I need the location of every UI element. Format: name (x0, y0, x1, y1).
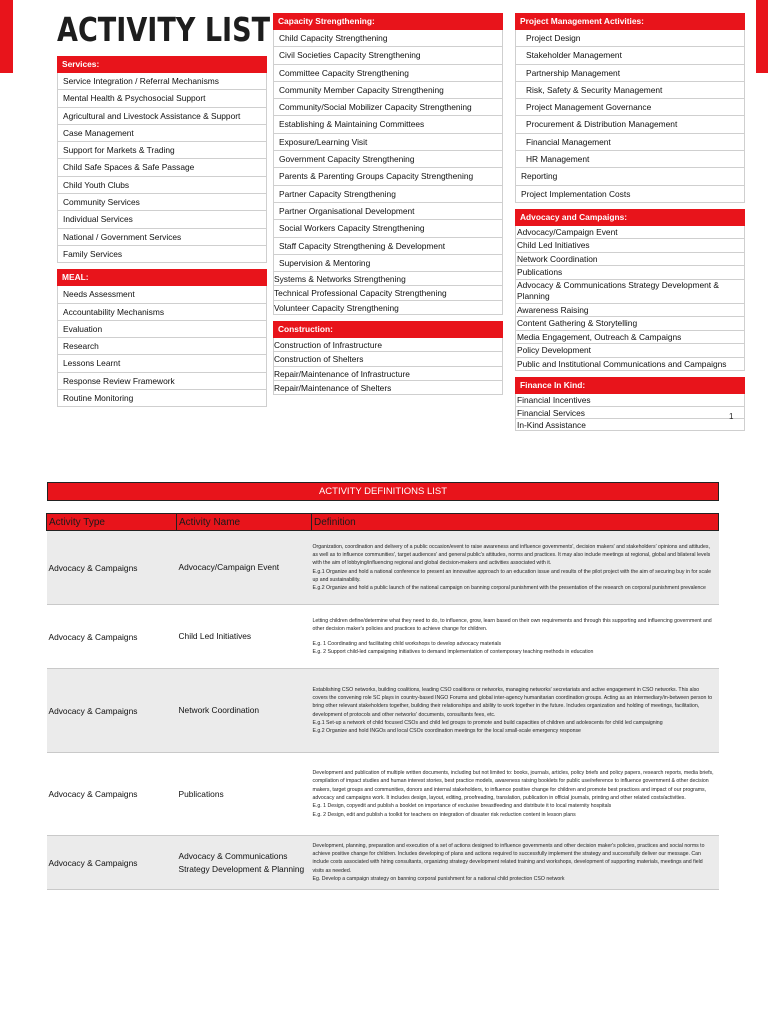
list-item: Reporting (515, 168, 745, 185)
list-item: Network Coordination (515, 253, 745, 267)
list-item: Advocacy & Communications Strategy Development & Planning (515, 280, 745, 304)
list-item: Project Design (515, 30, 745, 47)
definition-paragraph: Eg. Develop a campaign strategy on banning corporal punishment for a national child protection CSO network (312, 875, 565, 882)
definition-paragraph: Establishing CSO networks, building coalitions, leading CSO coalitions or networks, managing networks' secretariats and active engagement in CSO networks. This also covers the convening role SC plays in country-based INGO Forums and global inter-agency humanitarian coordination groups. Acting as an intermediary/in-between person to bring other relevant stakeholders together, building their relationships and ability to work together in the future. Includes organization and holding of meetings, facilitation, development of protocols and other networks' documents, consultants fees, etc. (312, 686, 713, 718)
definition-paragraph: Development, planning, preparation and execution of a set of actions designed to influence governments and other decision maker's policies, practices and social norms to achieve positive change for children. Includes developing of plans and actions required to successfully implement the strategy and successfully deliver our message. Can include costs associated with hiring consultants, organizing strategy development related training and workshops, development of supporting materials, meetings and field visits as needed. (312, 842, 705, 874)
definition-paragraph: E.g. 1 Design, copyedit and publish a booklet on importance of exclusive breastfeeding and distribute it to local maternity hospitals (312, 803, 612, 810)
list-item: Staff Capacity Strengthening & Development (273, 238, 503, 255)
list-item: Mental Health & Psychosocial Support (57, 90, 267, 107)
list-item: Procurement & Distribution Management (515, 116, 745, 133)
list-item: Publications (515, 266, 745, 280)
list-item: Community Services (57, 194, 267, 211)
list-item: Partner Capacity Strengthening (273, 186, 503, 203)
activity-type-cell: Advocacy & Campaigns (47, 753, 177, 836)
list-item: Routine Monitoring (57, 390, 267, 407)
section-header: Capacity Strengthening: (273, 13, 503, 30)
definition-cell (312, 753, 719, 836)
list-item: Needs Assessment (57, 286, 267, 303)
definitions-table (46, 513, 719, 890)
list-item: Partnership Management (515, 65, 745, 82)
list-item: National / Government Services (57, 229, 267, 246)
definition-cell (312, 669, 719, 753)
table-row (47, 753, 719, 836)
list-item: Repair/Maintenance of Shelters (273, 381, 503, 395)
list-item: Community/Social Mobilizer Capacity Strengthening (273, 99, 503, 116)
activity-column-2 (273, 13, 503, 395)
list-item: Government Capacity Strengthening (273, 151, 503, 168)
list-item: Lessons Learnt (57, 355, 267, 372)
list-item: Technical Professional Capacity Strengthening (273, 286, 503, 300)
activity-type-cell: Advocacy & Campaigns (47, 531, 177, 605)
list-item: Community Member Capacity Strengthening (273, 82, 503, 99)
list-item: Repair/Maintenance of Infrastructure (273, 367, 503, 381)
list-item: Volunteer Capacity Strengthening (273, 301, 503, 315)
list-item: Response Review Framework (57, 373, 267, 390)
list-item: Child Led Initiatives (515, 239, 745, 253)
table-row (47, 836, 719, 890)
list-item: Social Workers Capacity Strengthening (273, 220, 503, 237)
list-item: Agricultural and Livestock Assistance & Support (57, 108, 267, 125)
definitions-title: ACTIVITY DEFINITIONS LIST (47, 482, 719, 501)
definition-paragraph: E.g. 2 Design, edit and publish a toolkit for teachers on integration of disaster risk reduction content in lesson plans (312, 811, 576, 818)
definition-paragraph: E.g. 1 Coordinating and facilitating child workshops to develop advocacy materials (312, 640, 502, 647)
definition-paragraph: E.g.2 Organize and hold a public launch of the national campaign on banning corporal punishment with the presentation of the research on corporal punishment prevalence (312, 585, 706, 592)
list-item: Risk, Safety & Security Management (515, 82, 745, 99)
activity-type-cell: Advocacy & Campaigns (47, 669, 177, 753)
list-item: In-Kind Assistance (515, 419, 745, 431)
definition-paragraph: Letting children define/determine what they need to do, to influence, grow, learn based on their own requirements and through this supporting and influencing government and other decision maker's policies and practices to achieve change for children. (312, 617, 712, 633)
list-item: Public and Institutional Communications and Campaigns (515, 358, 745, 372)
definition-cell (312, 605, 719, 669)
list-item: Construction of Shelters (273, 352, 503, 366)
activity-name-cell: Publications (177, 753, 312, 836)
definition-paragraph: E.g. 2 Support child-led campaigning initiatives to demand implementation of contemporary teaching methods in education (312, 648, 594, 655)
list-item: Evaluation (57, 321, 267, 338)
list-item: Family Services (57, 246, 267, 263)
section-header: MEAL: (57, 269, 267, 286)
list-item: HR Management (515, 151, 745, 168)
list-item: Partner Organisational Development (273, 203, 503, 220)
list-item: Financial Incentives (515, 394, 745, 406)
definition-cell (312, 836, 719, 890)
section-header: Construction: (273, 321, 503, 338)
list-item: Child Youth Clubs (57, 177, 267, 194)
activity-name-cell: Advocacy & Communications Strategy Development & Planning (177, 836, 312, 890)
list-item: Construction of Infrastructure (273, 338, 503, 352)
activity-type-cell: Advocacy & Campaigns (47, 836, 177, 890)
list-item: Committee Capacity Strengthening (273, 65, 503, 82)
list-item: Stakeholder Management (515, 47, 745, 64)
definition-paragraph: E.g.1 Organize and hold a national conference to present an innovative approach to an education issue and results of the pilot project with the aim of securing buy in for scale up and sustainability. (312, 568, 712, 583)
list-item: Child Safe Spaces & Safe Passage (57, 159, 267, 176)
list-item: Advocacy/Campaign Event (515, 226, 745, 240)
column-header-activity-name: Activity Name (177, 514, 312, 531)
column-header-activity-type: Activity Type (47, 514, 177, 531)
red-accent-bar-right (756, 0, 768, 73)
list-item: Parents & Parenting Groups Capacity Strengthening (273, 168, 503, 185)
list-item: Exposure/Learning Visit (273, 134, 503, 151)
list-item: Supervision & Mentoring (273, 255, 503, 272)
page-title: ACTIVITY LIST (57, 10, 271, 49)
activity-column-3 (515, 13, 745, 431)
definition-paragraph: E.g.2 Organize and hold INGOs and local CSOs coordination meetings for the local small-scale emergency response (312, 728, 581, 735)
definition-paragraph: Development and publication of multiple written documents, including but not limited to: books, journals, articles, policy briefs and policy papers, research reports, media briefs, compilation of impact studies and human interest stories, best practice models, awareness raising booklets for public use/reference to influence government & other decision makers, target groups and communities, donors and internal stakeholders, to influence positive change for children and promote best practices and impact of our programs, advocacy and campaigns work. It includes design, layout, editing, proofreading, translation, publication in official journals, printing and other related costs/activities. (312, 770, 714, 801)
section-header: Finance In Kind: (515, 377, 745, 394)
section-header: Project Management Activities: (515, 13, 745, 30)
list-item: Systems & Networks Strengthening (273, 272, 503, 286)
list-item: Civil Societies Capacity Strengthening (273, 47, 503, 64)
section-header: Services: (57, 56, 267, 73)
list-item: Case Management (57, 125, 267, 142)
activity-column-1 (57, 56, 267, 407)
list-item: Media Engagement, Outreach & Campaigns (515, 331, 745, 345)
list-item: Project Management Governance (515, 99, 745, 116)
list-item: Establishing & Maintaining Committees (273, 116, 503, 133)
table-row (47, 605, 719, 669)
table-row (47, 669, 719, 753)
list-item: Service Integration / Referral Mechanisms (57, 73, 267, 90)
activity-type-cell: Advocacy & Campaigns (47, 605, 177, 669)
definition-paragraph: Organization, coordination and delivery of a public occasion/event to raise awareness and influence governments', decision makers' and stakeholders' opinions and attitudes, as well as to influence communities', target audiences' and general public's attitudes, norms and practices. It may also include meetings at regional, global and bilateral levels with the aim of lobbying/influencing regional and global decision-makers and activities associated with it. (312, 543, 711, 567)
activity-name-cell: Advocacy/Campaign Event (177, 531, 312, 605)
definition-paragraph: E.g.1 Set-up a network of child focused CSOs and child led groups to promote and build capacities of children and adolescents for child led campaigning (312, 719, 663, 726)
red-accent-bar-left (0, 0, 13, 73)
list-item: Accountability Mechanisms (57, 304, 267, 321)
list-item: Child Capacity Strengthening (273, 30, 503, 47)
list-item: Awareness Raising (515, 304, 745, 318)
column-header-definition: Definition (312, 514, 719, 531)
definition-cell (312, 531, 719, 605)
activity-name-cell: Child Led Initiatives (177, 605, 312, 669)
list-item: Support for Markets & Trading (57, 142, 267, 159)
page-number: 1 (729, 412, 734, 421)
list-item: Content Gathering & Storytelling (515, 317, 745, 331)
list-item: Financial Management (515, 134, 745, 151)
list-item: Research (57, 338, 267, 355)
section-header: Advocacy and Campaigns: (515, 209, 745, 226)
list-item: Policy Development (515, 344, 745, 358)
list-item: Financial Services (515, 407, 745, 419)
list-item: Project Implementation Costs (515, 186, 745, 203)
table-row (47, 531, 719, 605)
list-item: Individual Services (57, 211, 267, 228)
activity-name-cell: Network Coordination (177, 669, 312, 753)
